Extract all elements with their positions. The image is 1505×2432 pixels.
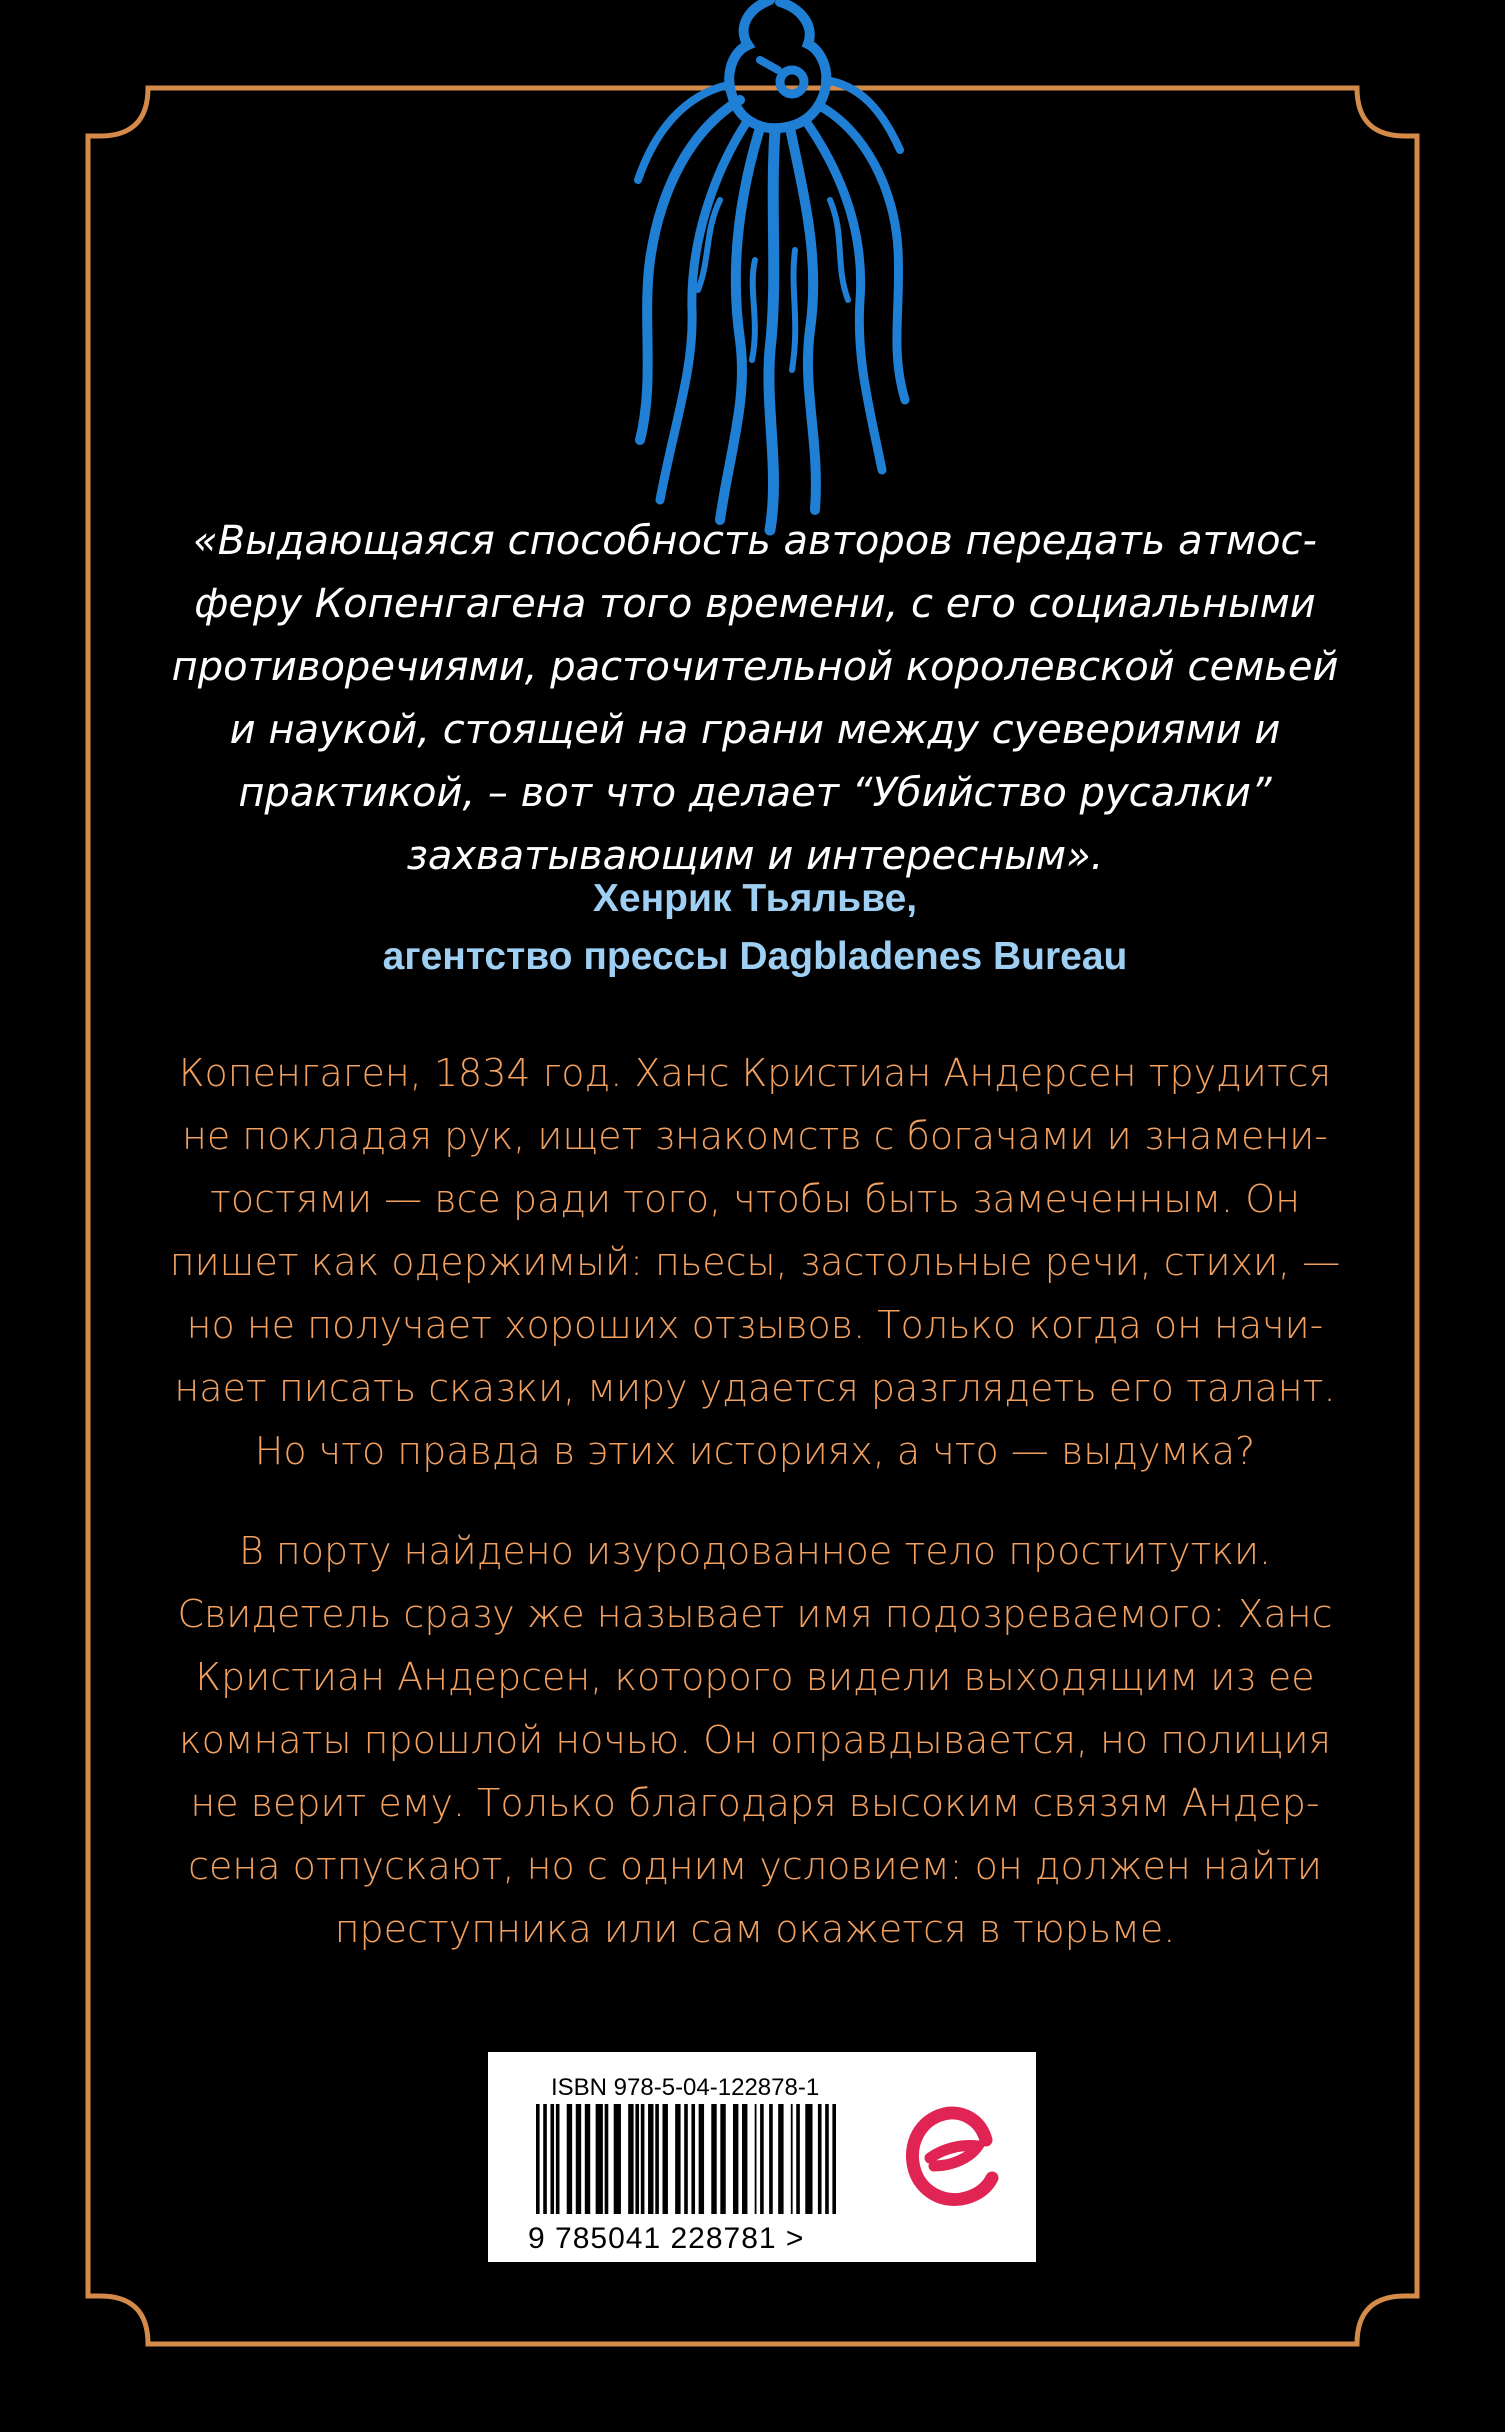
paragraph-line: Кристиан Андерсен, которого видели выходящим из ее [195, 1655, 1315, 1699]
barcode-bar [655, 2104, 659, 2214]
barcode-bar [742, 2104, 747, 2214]
paragraph-line: сена отпускают, но с одним условием: он должен найти [188, 1844, 1322, 1888]
paragraph-line: Но что правда в этих историях, а что — выдумка? [254, 1429, 1256, 1473]
barcode-bar [543, 2104, 547, 2214]
barcode-bar [536, 2104, 540, 2214]
barcode-bar [684, 2104, 688, 2214]
paragraph-line: пишет как одержимый: пьесы, застольные речи, стихи, — [169, 1240, 1341, 1284]
isbn-label: ISBN 978-5-04-122878-1 [551, 2074, 820, 2101]
paragraph-line: Свидетель сразу же называет имя подозреваемого: Ханс [177, 1592, 1333, 1636]
barcode-bar [825, 2104, 829, 2214]
paragraph-line: комнаты прошлой ночью. Он оправдывается, но полиция [179, 1718, 1331, 1762]
barcode-bar [760, 2104, 764, 2214]
paragraph-line: преступника или сам окажется в тюрьме. [334, 1907, 1176, 1951]
paragraph-line: нает писать сказки, миру удается разглядеть его талант. [174, 1366, 1336, 1410]
barcode-digits: 9 785041 228781 > [528, 2222, 805, 2255]
barcode-bar [769, 2104, 773, 2214]
barcode-bar [605, 2104, 609, 2214]
barcode-bar [796, 2104, 800, 2214]
paragraph-line: не покладая рук, ищет знакомств с богачами и знамени- [181, 1114, 1329, 1158]
quote-line: противоречиями, расточительной королевской семьей [171, 644, 1339, 690]
reviewer-source: агентство прессы Dagbladenes Bureau [382, 935, 1128, 978]
paragraph-line: не верит ему. Только благодаря высоким связям Андер- [190, 1781, 1320, 1825]
barcode-bar [635, 2104, 639, 2214]
barcode-bar [556, 2104, 560, 2214]
paragraph-line: но не получает хороших отзывов. Только когда он начи- [186, 1303, 1324, 1347]
paragraph-line: В порту найдено изуродованное тело проститутки. [238, 1529, 1272, 1573]
barcode-bars [536, 2104, 846, 2224]
barcode-bar [628, 2104, 633, 2214]
barcode-bar [675, 2104, 680, 2214]
barcode-bar [791, 2104, 793, 2214]
barcode-bar [699, 2104, 704, 2214]
review-quote [150, 510, 1360, 888]
quote-line: феру Копенгагена того времени, с его социальными [194, 581, 1316, 627]
barcode-bar [585, 2104, 590, 2214]
barcode-panel [488, 2052, 1036, 2262]
quote-attribution [150, 870, 1360, 986]
barcode-bar [711, 2104, 716, 2214]
synopsis-paragraph-2 [150, 1520, 1360, 1961]
barcode-bar [832, 2104, 836, 2214]
barcode-bar [641, 2104, 645, 2214]
quote-line: и наукой, стоящей на грани между суевериями и [229, 707, 1281, 753]
synopsis-paragraph-1 [150, 1042, 1360, 1483]
barcode-bar [778, 2104, 783, 2214]
barcode-bar [805, 2104, 812, 2214]
barcode-bar [691, 2104, 695, 2214]
barcode-bar [720, 2104, 725, 2214]
barcode-bar [755, 2104, 757, 2214]
mermaid-ghost-icon [620, 0, 920, 540]
barcode-bar [614, 2104, 621, 2214]
quote-line: практикой, – вот что делает “Убийство русалки” [238, 770, 1272, 816]
barcode-bar [648, 2104, 653, 2214]
barcode-bar [550, 2104, 554, 2214]
barcode-bar [567, 2104, 572, 2214]
quote-line: захватывающим и интересным». [406, 833, 1104, 879]
barcode-bar [576, 2104, 581, 2214]
quote-line: «Выдающаяся способность авторов передать атмос- [193, 518, 1317, 564]
barcode-bar [663, 2104, 668, 2214]
barcode-bar [733, 2104, 738, 2214]
barcode-bar [596, 2104, 603, 2214]
publisher-logo-icon [900, 2100, 1010, 2220]
barcode-bar [818, 2104, 822, 2214]
paragraph-line: Копенгаген, 1834 год. Ханс Кристиан Андерсен трудится [178, 1051, 1332, 1095]
paragraph-line: тостями — все ради того, чтобы быть замеченным. Он [210, 1177, 1300, 1221]
reviewer-name: Хенрик Тьяльве, [592, 877, 918, 920]
